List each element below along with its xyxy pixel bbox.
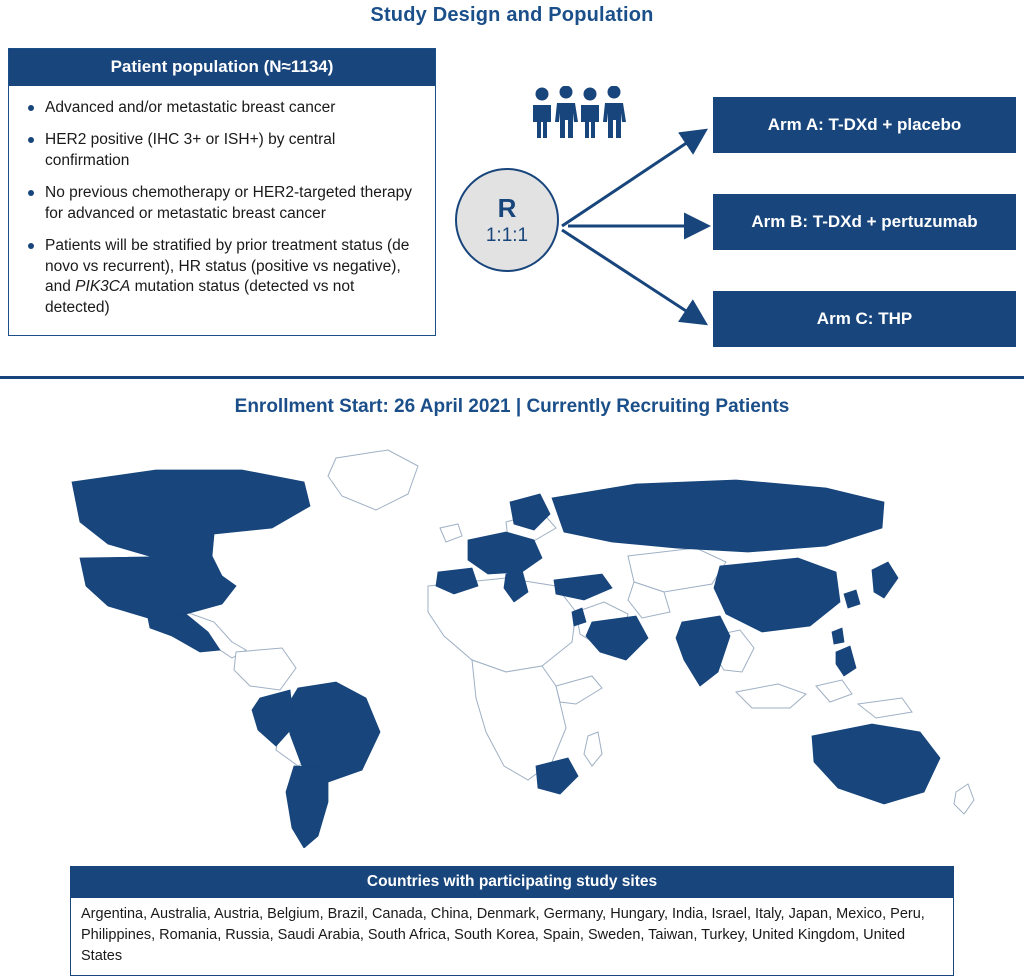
arm-b-box: Arm B: T-DXd + pertuzumab [713, 194, 1016, 250]
enrollment-heading: Enrollment Start: 26 April 2021 | Currently Recruiting Patients [234, 396, 790, 417]
arm-a-box: Arm A: T-DXd + placebo [713, 97, 1016, 153]
list-item: HER2 positive (IHC 3+ or ISH+) by central confirmation [19, 130, 421, 172]
patient-population-panel [8, 48, 436, 336]
map-country-united-states [80, 556, 236, 618]
arrow-to-arm-c [562, 230, 703, 322]
arm-c-box: Arm C: THP [713, 291, 1016, 347]
randomization-ratio: 1:1:1 [485, 225, 529, 246]
map-country-australia [812, 724, 940, 804]
section-divider [0, 376, 1024, 379]
participating-countries-header: Countries with participating study sites [71, 867, 953, 898]
randomization-letter: R [497, 193, 517, 223]
map-country-russia [552, 480, 884, 552]
list-item [19, 236, 421, 320]
map-country-argentina [286, 766, 328, 848]
arrow-to-arm-a [562, 132, 703, 226]
page-title: Study Design and Population [370, 4, 654, 26]
list-item: Advanced and/or metastatic breast cancer [19, 98, 421, 119]
map-country-japan [872, 562, 898, 598]
patient-population-criteria-list [9, 86, 435, 335]
randomization-arrows [548, 100, 728, 340]
map-country-china [714, 558, 840, 632]
participating-countries-list: Argentina, Australia, Austria, Belgium, Brazil, Canada, China, Denmark, Germany, Hungary, India, Israel, Italy, Japan, Mexico, Peru, Philippines, Romania, Russia, Saudi Arabia, South Africa, South Korea, Spain, Sweden, Taiwan, Turkey, United Kingdom, United States [81, 906, 925, 965]
randomization-node [455, 168, 559, 272]
participating-countries-panel [70, 866, 954, 976]
map-country-canada [72, 470, 310, 558]
map-country-taiwan [832, 628, 844, 644]
world-map-container [36, 436, 996, 848]
map-country-india [676, 616, 730, 686]
map-country-south-korea [844, 590, 860, 608]
world-map [36, 436, 996, 848]
list-item: No previous chemotherapy or HER2-targeted therapy for advanced or metastatic breast cancer [19, 183, 421, 225]
stratification-text-part2: mutation status (detected vs not detected) [45, 278, 355, 317]
stratification-text-part1: Patients will be stratified by prior treatment status (de novo vs recurrent), HR status (positive vs negative), and [45, 236, 410, 296]
patient-population-header: Patient population (N≈1134) [9, 49, 435, 86]
map-country-saudi-arabia [586, 616, 648, 660]
gene-name: PIK3CA [75, 278, 131, 296]
map-country-philippines [836, 646, 856, 676]
